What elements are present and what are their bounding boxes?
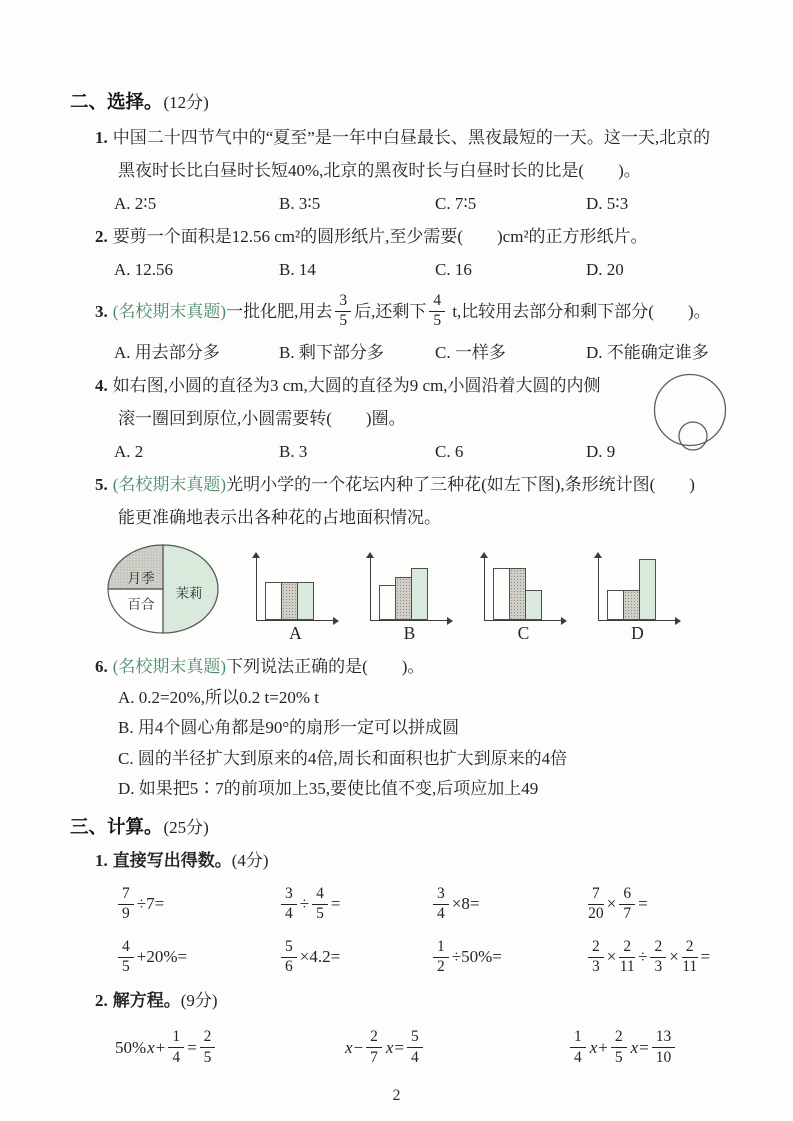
question-6-option-c: C. 圆的半径扩大到原来的4倍,周长和面积也扩大到原来的4倍: [118, 748, 568, 768]
bar-gray: [509, 568, 526, 620]
pie-chart-figure: [105, 542, 221, 636]
calc-sub2-header: [70, 986, 753, 1016]
bar-white: [493, 568, 510, 620]
question-4-text: 如右图,小圆的直径为3 cm,大圆的直径为9 cm,小圆沿着大圆的内侧: [112, 376, 601, 395]
exam-source-tag: (名校期末真题): [112, 301, 227, 321]
question-3-option-a: A. 用去部分多: [114, 343, 220, 362]
bar-chart-c-axes: [484, 556, 563, 621]
question-1-option-b: B. 3∶5: [279, 194, 321, 213]
question-1-text: 中国二十四节气中的“夏至”是一年中白昼最长、黑夜最短的一天。这一天,北京的: [112, 128, 711, 147]
pie-label-lily: 百合: [127, 597, 155, 612]
question-3-line-1: [70, 286, 753, 336]
calc-expression: $\frac{2}{3}$ × $\frac{2}{11}$ ÷ $\frac{2}{3}$ × $\frac{2}{11}$ =: [585, 933, 753, 982]
bar-chart-d-label: D: [631, 623, 644, 643]
calc-section-title: 三、计算。: [70, 815, 163, 837]
calc-section-score: (25分): [163, 817, 209, 837]
calc-expression: $\frac{3}{4}$ ×8=: [430, 880, 585, 929]
question-1-option-a: A. 2∶5: [114, 194, 157, 213]
question-6-option-a: A. 0.2=20%,所以0.2 t=20% t: [118, 687, 319, 707]
question-2-line-1: [70, 220, 753, 253]
bar-chart-c-bars: [493, 556, 541, 620]
bar-gray: [395, 577, 412, 620]
question-4: [70, 369, 753, 468]
bar-chart-option-a: [256, 556, 335, 642]
bar-chart-b-axes: [370, 556, 449, 621]
bar-chart-option-b: [370, 556, 449, 642]
question-6-option-d: D. 如果把5∶7的前项加上35,要使比值不变,后项应加上49: [118, 779, 539, 798]
choice-section-header: [70, 88, 753, 117]
question-3-option-c: C. 一样多: [435, 343, 506, 362]
question-3-option-b: B. 剩下部分多: [279, 343, 384, 362]
question-2-number: 2.: [95, 227, 108, 246]
pie-label-jasmine: 茉莉: [175, 586, 203, 601]
bar-chart-option-d: [598, 556, 677, 642]
bar-white: [379, 585, 396, 620]
question-4-number: 4.: [95, 376, 108, 395]
question-2-option-c: C. 16: [435, 260, 472, 279]
equations-row: [70, 1022, 753, 1074]
question-4-option-d: D. 9: [586, 442, 616, 461]
calc-sub1-number: 1.: [95, 850, 108, 870]
question-6-line-1: [70, 652, 753, 683]
question-2-option-d: D. 20: [586, 260, 624, 279]
bar-gray: [281, 582, 298, 620]
equation-3: $\frac{1}{4}$ x + $\frac{2}{5}$ x = $\frac{13}{10}$: [567, 1022, 753, 1074]
question-5-line-1: [70, 468, 753, 501]
question-3-number: 3.: [95, 301, 108, 321]
question-1-option-c: C. 7∶5: [435, 194, 477, 213]
calc-section-header: [70, 813, 753, 842]
bar-white: [607, 590, 624, 620]
bar-chart-c-label: C: [517, 623, 530, 643]
question-2-option-a: A. 12.56: [114, 260, 174, 279]
question-4-line-2: 滚一圈回到原位,小圆需要转( )圈。: [118, 409, 406, 428]
exam-source-tag: (名校期末真题): [112, 475, 227, 494]
calc-row-1: [70, 880, 753, 929]
question-2: [70, 220, 753, 286]
question-5-line-2: 能更准确地表示出各种花的占地面积情况。: [118, 508, 441, 527]
calc-sub1-score: (4分): [231, 850, 269, 870]
bar-green: [639, 559, 656, 620]
question-6: [70, 652, 753, 805]
bar-chart-d-bars: [607, 556, 655, 620]
equation-2: x − $\frac{2}{7}$ x = $\frac{5}{4}$: [344, 1022, 567, 1074]
question-3-option-d: D. 不能确定谁多: [586, 343, 709, 362]
circles-figure: [650, 371, 734, 459]
question-3: [70, 286, 753, 369]
bar-white: [265, 582, 282, 620]
calc-expression: $\frac{3}{4}$ ÷ $\frac{4}{5}$ =: [278, 880, 430, 929]
bar-green: [525, 590, 542, 620]
calc-expression: $\frac{4}{5}$ +20%=: [115, 933, 278, 982]
page-number: 2: [392, 1087, 401, 1104]
bar-chart-d-axes: [598, 556, 677, 621]
bar-chart-a-axes: [256, 556, 335, 621]
question-5: [70, 468, 753, 642]
question-4-option-c: C. 6: [435, 442, 464, 461]
question-2-text: 要剪一个面积是12.56 cm²的圆形纸片,至少需要( )cm²的正方形纸片。: [112, 227, 648, 246]
pie-label-rose: 月季: [127, 571, 155, 586]
question-1-option-d: D. 5∶3: [586, 194, 629, 213]
bar-green: [411, 568, 428, 620]
choice-section-score: (12分): [163, 93, 209, 112]
calc-expression: $\frac{7}{9}$ ÷7=: [115, 880, 278, 929]
question-3-text: 一批化肥,用去 $\frac{3}{5}$ 后,还剩下 $\frac{4}{5}$ t,比较用去部分和剩下部分( )。: [226, 291, 711, 329]
calc-sub1-text: 直接写出得数。: [112, 850, 232, 870]
question-1-line-1: [70, 121, 753, 154]
choice-section-title: 二、选择。: [70, 91, 163, 112]
question-1-line-2: 黑夜时长比白昼时长短40%,北京的黑夜时长与白昼时长的比是( )。: [118, 161, 641, 180]
bar-chart-option-c: [484, 556, 563, 642]
calc-sub2-number: 2.: [95, 990, 108, 1010]
question-2-option-b: B. 14: [279, 260, 316, 279]
question-2-options: [70, 253, 753, 286]
calc-expression: $\frac{5}{6}$ ×4.2=: [278, 933, 430, 982]
exam-source-tag: (名校期末真题): [112, 657, 227, 676]
question-6-option-b: B. 用4个圆心角都是90°的扇形一定可以拼成圆: [118, 718, 460, 737]
bar-chart-b-bars: [379, 556, 427, 620]
question-5-text: 光明小学的一个花坛内种了三种花(如左下图),条形统计图( ): [226, 475, 695, 494]
calc-expression: $\frac{1}{2}$ ÷50%=: [430, 933, 585, 982]
calc-row-2: [70, 933, 753, 982]
question-6-number: 6.: [95, 657, 108, 676]
bar-green: [297, 582, 314, 620]
bar-chart-a-bars: [265, 556, 313, 620]
question-4-option-b: B. 3: [279, 442, 308, 461]
equation-1: 50% x + $\frac{1}{4}$ = $\frac{2}{5}$: [115, 1022, 344, 1074]
calc-sub1-header: [70, 846, 753, 876]
bar-chart-a-label: A: [289, 623, 302, 643]
question-6-text: 下列说法正确的是( )。: [226, 657, 425, 676]
bar-chart-b-label: B: [403, 623, 416, 643]
question-1-options: [70, 187, 753, 220]
calc-sub2-text: 解方程。: [112, 990, 181, 1010]
calc-expression: $\frac{7}{20}$ × $\frac{6}{7}$ =: [588, 884, 648, 922]
question-5-number: 5.: [95, 475, 108, 494]
question-5-figures: [70, 542, 753, 642]
bar-gray: [623, 590, 640, 620]
calc-sub2-score: (9分): [180, 990, 218, 1010]
question-1: [70, 121, 753, 220]
question-4-option-a: A. 2: [114, 442, 144, 461]
question-1-number: 1.: [95, 128, 108, 147]
question-3-options: [70, 336, 753, 369]
